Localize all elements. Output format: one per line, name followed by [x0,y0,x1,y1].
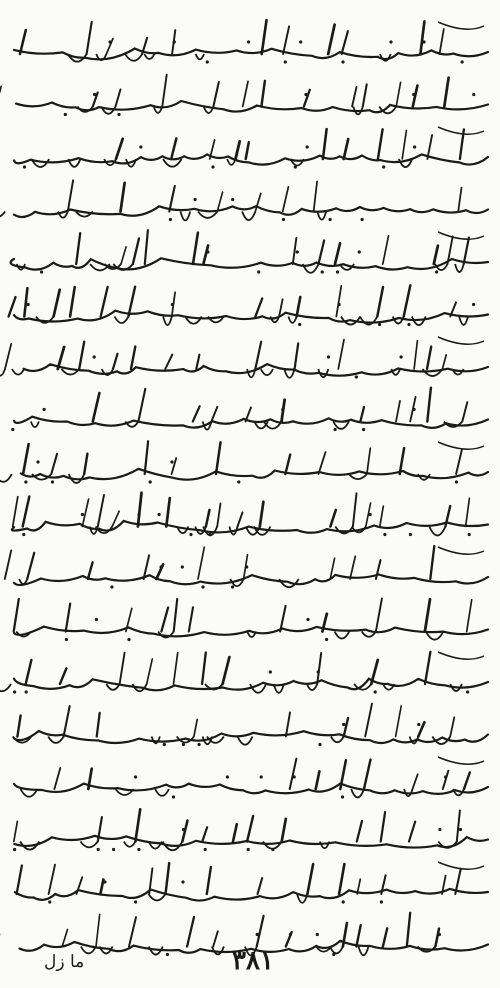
manuscript-line [12,493,488,536]
manuscript-line [15,862,488,904]
manuscript-line [0,180,488,221]
manuscript-line [14,599,488,642]
manuscript-line [5,546,488,589]
manuscript-line [13,809,488,851]
manuscript-line [14,757,488,799]
manuscript-line [9,285,488,326]
manuscript-line [11,388,488,431]
page-number: ۳۸۱ [232,946,274,976]
manuscript-line [14,127,488,169]
manuscript-line [14,20,488,63]
manuscript-line [13,704,488,747]
manuscript-line [0,75,488,116]
manuscript-line [0,337,488,379]
manuscript-line [0,652,488,694]
catchword: ما زل [44,952,85,972]
manuscript-line [0,441,488,483]
manuscript-line [11,230,488,273]
